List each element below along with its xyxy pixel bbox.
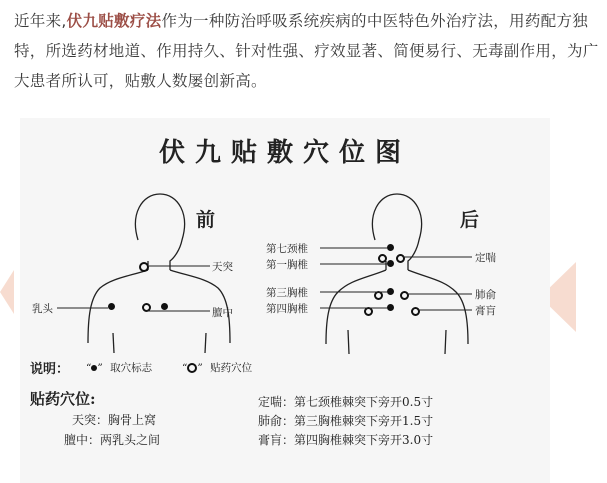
legend-dot-quote-close: ” <box>97 362 103 374</box>
intro-text-rest: 作为一种防治呼吸系统疾病的中医特色外治疗法，用药配方独特，所选药材地道、作用持久、针对性强、疗效显著、简便易行、无毒副作用，为广大患者所认可，贴敷人数屡创新高。 <box>14 12 599 90</box>
legend-dot-quote-open: “ <box>86 362 92 374</box>
dingchuan-label: 定喘 <box>475 252 496 264</box>
tiantu-label: 天突 <box>212 261 233 273</box>
point-line-feishu: 肺俞：第三胸椎棘突下旁开1.5寸 <box>258 414 434 428</box>
legend-title: 说明： <box>30 362 70 377</box>
point-line-danzhong: 膻中：两乳头之间 <box>64 433 161 447</box>
point-line-gaohuang: 膏肓：第四胸椎棘突下旁开3.0寸 <box>258 433 434 447</box>
t4-label: 第四胸椎 <box>266 303 308 315</box>
front-view-label: 前 <box>196 209 216 231</box>
t3-label: 第三胸椎 <box>266 287 308 299</box>
point-line-tiantu: 天突：胸骨上窝 <box>72 413 157 427</box>
point-line-dingchuan: 定喘：第七颈椎棘突下旁开0.5寸 <box>258 395 434 409</box>
legend-dot-meaning: 取穴标志 <box>110 362 153 374</box>
gaohuang-label: 膏肓 <box>475 305 496 317</box>
legend-dot-entry <box>86 360 152 375</box>
left-arrow-icon <box>0 270 14 314</box>
rutou-label: 乳头 <box>32 303 53 315</box>
acupoint-figure <box>20 118 550 483</box>
legend-ring-quote-open: “ <box>182 362 188 374</box>
feishu-label: 肺俞 <box>475 289 496 301</box>
acupoint-ring-icon <box>187 363 197 373</box>
legend-ring-meaning: 贴药穴位 <box>210 362 253 374</box>
legend-ring-quote-close: ” <box>197 362 203 374</box>
danzhong-label: 膻中 <box>212 307 233 319</box>
intro-paragraph <box>14 6 600 96</box>
intro-text-start: 近年来, <box>14 12 67 30</box>
back-view-label: 后 <box>460 209 480 231</box>
c7-label: 第七颈椎 <box>266 243 308 255</box>
figure-title: 伏九贴敷穴位图 <box>158 138 411 168</box>
intro-highlight: 伏九贴敷疗法 <box>66 12 162 30</box>
legend-ring-entry <box>182 360 252 375</box>
points-section-title: 贴药穴位: <box>30 390 96 408</box>
t1-label: 第一胸椎 <box>266 259 308 271</box>
